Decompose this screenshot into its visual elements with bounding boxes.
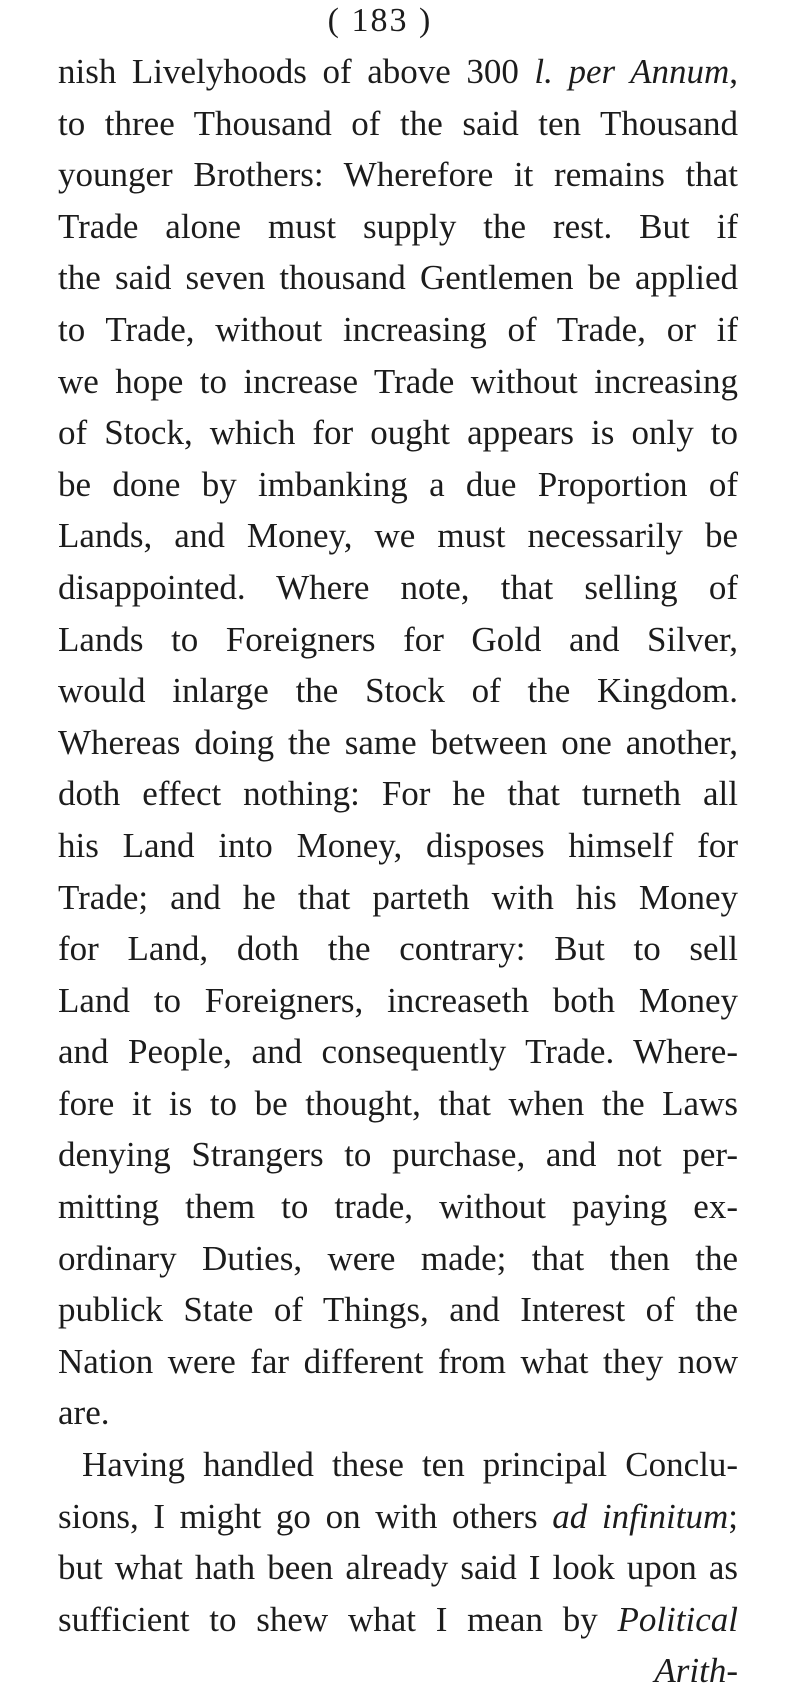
text-line: Lands, and Money, we must necessarily be [58,516,738,556]
text-line: disappointed. Where note, that selling of [58,567,738,607]
text-line: nish Livelyhoods of above 300 l. per Annum, [58,52,738,91]
text-line: his Land into Money, disposes himself for [58,825,738,865]
text-line: would inlarge the Stock of the Kingdom. [58,671,738,711]
text-line: Trade alone must supply the rest. But if [58,206,738,246]
catchword: Arith- [654,1651,738,1691]
text-line: Having handled these ten principal Conclu- [82,1445,738,1485]
text-line: sufficient to shew what I mean by Political [58,1599,738,1639]
text-line: publick State of Things, and Interest of the [58,1290,738,1330]
text-line: fore it is to be thought, that when the Laws [58,1083,738,1123]
text-line: for Land, doth the contrary: But to sell [58,929,738,969]
text-line: mitting them to trade, without paying ex- [58,1187,738,1227]
text-line: Whereas doing the same between one another, [58,722,738,762]
text-line: be done by imbanking a due Proportion of [58,464,738,504]
text-line: but what hath been already said I look upon as [58,1548,738,1588]
body-text [58,46,738,1697]
text-line: sions, I might go on with others ad infinitum; [58,1496,738,1536]
text-line: Lands to Foreigners for Gold and Silver, [58,619,738,659]
page-number: ( 183 ) [327,2,433,39]
text-line: Trade; and he that parteth with his Money [58,877,738,917]
text-line: denying Strangers to purchase, and not per- [58,1135,738,1175]
text-line: we hope to increase Trade without increasing [58,361,738,401]
text-line: younger Brothers: Wherefore it remains that [58,155,738,195]
text-line: of Stock, which for ought appears is only to [58,413,738,453]
text-line: and People, and consequently Trade. Where- [58,1032,738,1072]
text-line: are. [58,1393,110,1433]
text-line: the said seven thousand Gentlemen be applied [58,258,738,298]
text-line: ordinary Duties, were made; that then the [58,1238,738,1278]
text-line: to three Thousand of the said ten Thousand [58,103,738,143]
text-line: Nation were far different from what they now [58,1341,738,1381]
text-line: doth effect nothing: For he that turneth all [58,774,738,814]
text-line: Land to Foreigners, increaseth both Money [58,980,738,1020]
text-line: to Trade, without increasing of Trade, or if [58,309,738,349]
